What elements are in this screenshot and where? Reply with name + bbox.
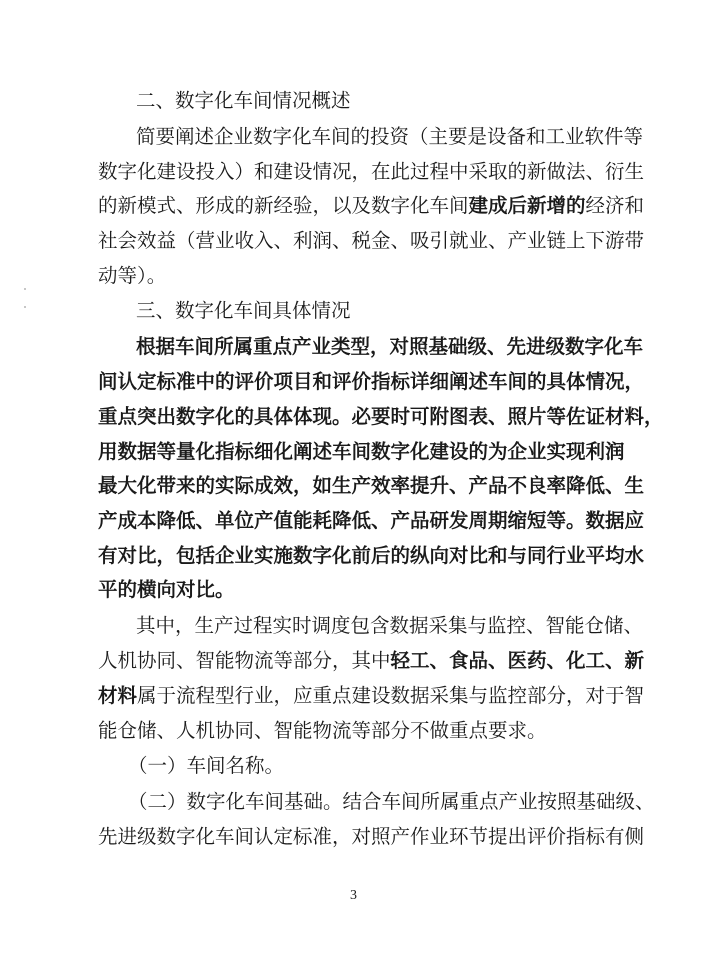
text-run: 属于流程型行业，应重点建设数据采集与监控部分，对于智: [137, 684, 645, 707]
item-2-line: 先进级数字化车间认定标准，对照产作业环节提出评价指标有侧: [98, 825, 645, 848]
bold-text-run: 轻工、食品、医药、化工、新: [390, 649, 645, 672]
section-3-para-line: 用数据等量化指标细化阐述车间数字化建设的为企业实现利润: [98, 440, 625, 463]
text-run: 的新模式、形成的新经验，以及数字化车间: [98, 194, 469, 217]
section-2-heading: 二、数字化车间情况概述: [136, 89, 351, 112]
scan-speck: [24, 306, 26, 308]
text-run: 人机协同、智能物流等部分，其中: [98, 649, 391, 672]
page-number: 3: [350, 888, 357, 903]
bold-text-run: 材料: [98, 684, 138, 707]
section-2-para-line: 简要阐述企业数字化车间的投资（主要是设备和工业软件等: [136, 125, 644, 148]
section-2-para-line: 社会效益（营业收入、利润、税金、吸引就业、产业链上下游带: [98, 229, 645, 252]
section-3-para2-line: 其中，生产过程实时调度包含数据采集与监控、智能仓储、: [136, 614, 644, 637]
item-2-line: （二）数字化车间基础。结合车间所属重点产业按照基础级、: [128, 790, 655, 813]
section-3-para-line: 平的横向对比。: [98, 578, 235, 601]
section-3-para-line: 间认定标准中的评价项目和评价指标详细阐述车间的具体情况，: [98, 370, 645, 393]
section-3-para-line: 重点突出数字化的具体体现。必要时可附图表、照片等佐证材料，: [98, 405, 664, 428]
section-2-para-line: 数字化建设投入）和建设情况，在此过程中采取的新做法、衍生: [98, 160, 645, 183]
section-3-para2-line: [98, 648, 645, 674]
section-3-para2-line: [98, 683, 645, 709]
section-3-para-line: 有对比，包括企业实施数字化前后的纵向对比和与同行业平均水: [98, 544, 645, 567]
section-2-para-line: [98, 193, 645, 219]
bold-text-run: 建成后新增的: [468, 194, 586, 217]
text-run: 经济和: [585, 194, 645, 217]
section-3-heading: 三、数字化车间具体情况: [136, 299, 351, 322]
section-3-para-line: 产成本降低、单位产值能耗降低、产品研发周期缩短等。数据应: [98, 509, 645, 532]
section-3-para-line: 最大化带来的实际成效，如生产效率提升、产品不良率降低、生: [98, 474, 645, 497]
scan-speck: [24, 288, 26, 290]
section-2-para-line: 动等）。: [98, 264, 167, 287]
item-1-workshop-name: （一）车间名称。: [128, 754, 285, 777]
section-3-para2-line: 能仓储、人机协同、智能物流等部分不做重点要求。: [98, 719, 547, 742]
section-3-para-line: 根据车间所属重点产业类型，对照基础级、先进级数字化车: [136, 335, 644, 358]
